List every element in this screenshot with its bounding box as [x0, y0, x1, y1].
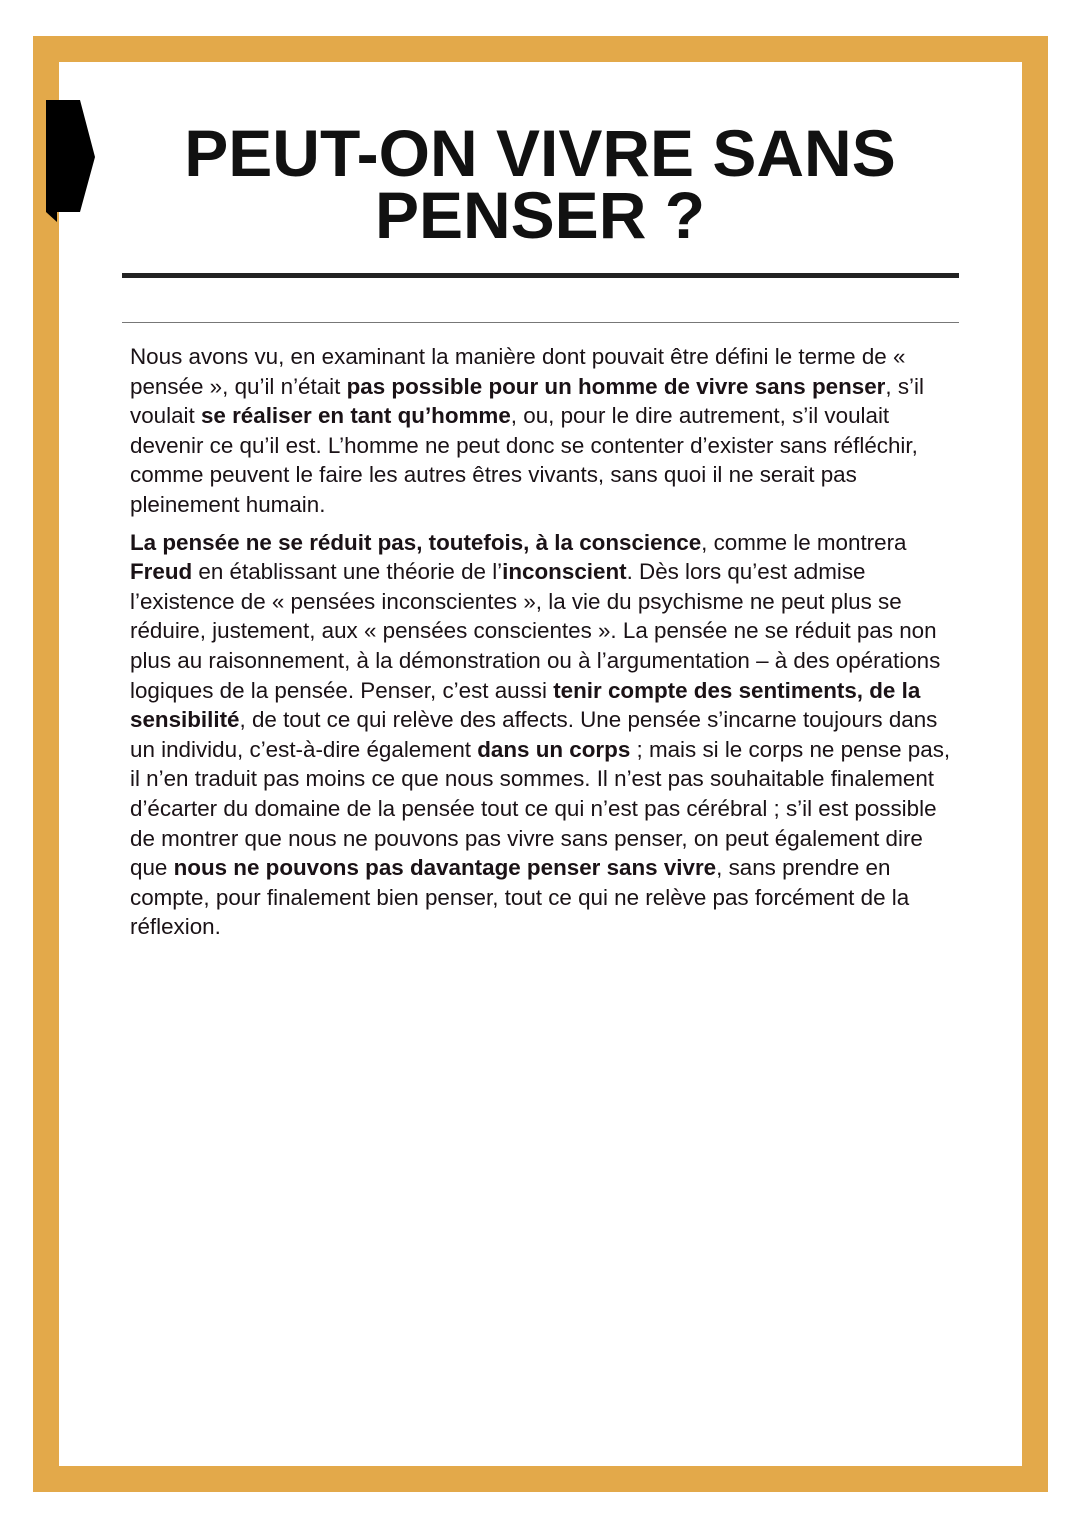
text-segment: en établissant une théorie de l’ — [192, 559, 503, 585]
text-segment: , comme le montrera — [701, 529, 907, 555]
body-text — [130, 342, 958, 950]
text-segment: , ou, pour le dire autrement, s’il voulait devenir ce qu’il est. L’homme ne peut donc se contenter d’exister sans réfléchir, comme peuvent le faire les autres êtres vivants, sans quoi il ne serait pas pleinement humain. — [130, 403, 918, 517]
emphasis-segment: nous ne pouvons pas davantage penser sans vivre — [173, 855, 717, 881]
emphasis-segment: tenir compte des sentiments, de la sensibilité — [130, 677, 921, 733]
paragraph-2 — [130, 528, 958, 942]
section-tab-marker-icon — [46, 100, 96, 224]
title-divider-thin — [122, 322, 959, 323]
text-segment: , sans prendre en compte, pour finalement bien penser, tout ce qui ne relève pas forcément de la réflexion. — [130, 855, 910, 940]
emphasis-segment: Freud — [130, 559, 193, 585]
paragraph-1 — [130, 342, 958, 520]
emphasis-segment: dans un corps — [477, 736, 631, 762]
title-divider-thick — [122, 273, 959, 278]
text-segment: , s’il voulait — [130, 373, 924, 429]
text-segment: . Dès lors qu’est admise l’existence de « pensées inconscientes », la vie du psychisme ne peut plus se réduire, justement, aux « pensées conscientes ». La pensée ne se réduit pas non plus au raisonnement, à la démonstration ou à l’argumentation – à des opérations logiques de la pensée. Penser, c’est aussi — [130, 559, 941, 703]
emphasis-segment: se réaliser en tant qu’homme — [200, 403, 511, 429]
page-title: PEUT-ON VIVRE SANS PENSER ? — [184, 116, 896, 252]
emphasis-segment: inconscient — [502, 559, 627, 585]
emphasis-segment: La pensée ne se réduit pas, toutefois, à la conscience — [130, 529, 702, 555]
text-segment: ; mais si le corps ne pense pas, il n’en traduit pas moins ce que nous sommes. Il n’est pas souhaitable finalement d’écarter du domaine de la pensée tout ce qui n’est pas cérébral ; s’il est possible de montrer que nous ne pouvons pas vivre sans penser, on peut également dire que — [130, 736, 951, 881]
emphasis-segment: pas possible pour un homme de vivre sans penser — [346, 373, 886, 399]
text-segment: Nous avons vu, en examinant la manière dont pouvait être défini le terme de « pensée », qu’il n’était — [130, 344, 906, 399]
text-segment: , de tout ce qui relève des affects. Une pensée s’incarne toujours dans un individu, c’est-à-dire également — [130, 707, 938, 762]
